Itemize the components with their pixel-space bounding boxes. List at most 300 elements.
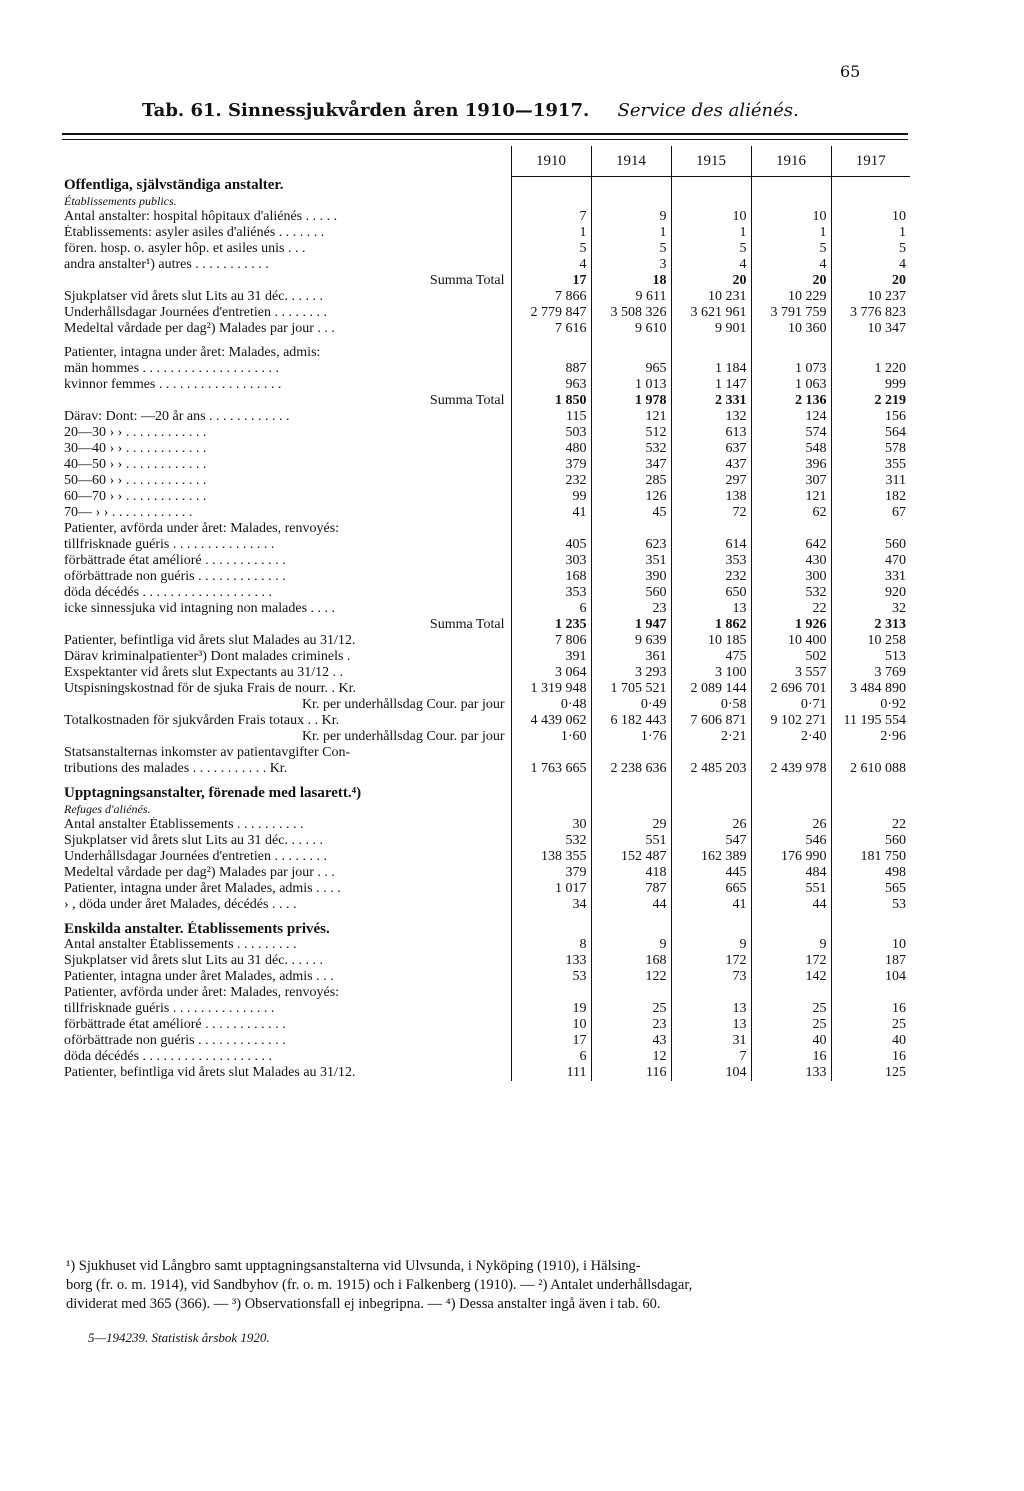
row-label: Summa Total [429, 392, 505, 408]
value-cell: 405 [511, 537, 591, 553]
value-cell: 12 [591, 1049, 671, 1065]
row-label: döda décédés . . . . . . . . . . . . . . . . . . . [64, 584, 273, 600]
value-cell: 513 [831, 649, 910, 665]
table-row [64, 1017, 910, 1033]
value-cell [591, 801, 671, 817]
value-cell: 2·21 [671, 729, 751, 745]
value-cell [751, 193, 831, 209]
row-label: döda décédés . . . . . . . . . . . . . . . . . . . [64, 1048, 273, 1064]
value-cell [751, 921, 831, 937]
value-cell: 10 231 [671, 289, 751, 305]
value-cell: 7 [671, 1049, 751, 1065]
total-row [64, 617, 910, 633]
value-cell [831, 521, 910, 537]
row-label: Utspisningskostnad för de sjuka Frais de nourr. . Kr. [64, 680, 357, 696]
value-cell: 578 [831, 441, 910, 457]
value-cell: 4 [831, 257, 910, 273]
value-cell: 8 [511, 937, 591, 953]
table-row [64, 241, 910, 257]
value-cell: 13 [671, 1017, 751, 1033]
value-cell: 787 [591, 881, 671, 897]
value-cell: 475 [671, 649, 751, 665]
value-cell: 31 [671, 1033, 751, 1049]
value-cell: 43 [591, 1033, 671, 1049]
label-header [64, 146, 511, 177]
row-label: förbättrade état amélioré . . . . . . . . . . . . [64, 552, 286, 568]
value-cell: 0·92 [831, 697, 910, 713]
printer-note: 5—194239. Statistisk årsbok 1920. [88, 1330, 270, 1345]
value-cell: 53 [831, 897, 910, 913]
value-cell: 111 [511, 1065, 591, 1081]
table-row [64, 289, 910, 305]
value-cell [831, 345, 910, 361]
value-cell: 40 [831, 1033, 910, 1049]
value-cell: 168 [511, 569, 591, 585]
value-cell [671, 785, 751, 801]
row-label: tillfrisknade guéris . . . . . . . . . . . . . . . [64, 536, 275, 552]
value-cell: 503 [511, 425, 591, 441]
value-cell: 232 [671, 569, 751, 585]
value-cell: 10 347 [831, 321, 910, 337]
section-heading-row [64, 177, 910, 193]
section-heading-row [64, 921, 910, 937]
value-cell: 133 [751, 1065, 831, 1081]
value-cell: 121 [591, 409, 671, 425]
row-label: Statsanstalternas inkomster av patientavgifter Con- [64, 744, 351, 760]
value-cell: 7 806 [511, 633, 591, 649]
value-cell: 4 [671, 257, 751, 273]
value-cell: 498 [831, 865, 910, 881]
value-cell: 614 [671, 537, 751, 553]
value-cell: 285 [591, 473, 671, 489]
row-label: Sjukplatser vid årets slut Lits au 31 déc. . . . . . [64, 832, 323, 848]
row-label: Underhållsdagar Journées d'entretien . . . . . . . . [64, 304, 327, 320]
year-header: 1910 [511, 146, 591, 177]
value-cell: 547 [671, 833, 751, 849]
value-cell [671, 177, 751, 193]
top-rule-thin [62, 139, 908, 140]
row-label: Patienter, avförda under året: Malades, renvoyés: [64, 984, 340, 1000]
value-cell: 1·76 [591, 729, 671, 745]
value-cell: 613 [671, 425, 751, 441]
value-cell: 564 [831, 425, 910, 441]
value-cell: 484 [751, 865, 831, 881]
row-label: tillfrisknade guéris . . . . . . . . . . . . . . . [64, 1000, 275, 1016]
value-cell [591, 177, 671, 193]
value-cell: 7 866 [511, 289, 591, 305]
spacer-cell [751, 337, 831, 345]
table-row [64, 1033, 910, 1049]
value-cell: 23 [591, 601, 671, 617]
table-row [64, 849, 910, 865]
statistics-table [64, 146, 910, 1081]
value-cell: 637 [671, 441, 751, 457]
value-cell: 6 [511, 601, 591, 617]
value-cell: 1 926 [751, 617, 831, 633]
row-label: förbättrade état amélioré . . . . . . . . . . . . [64, 1016, 286, 1032]
value-cell: 142 [751, 969, 831, 985]
value-cell: 565 [831, 881, 910, 897]
value-cell: 122 [591, 969, 671, 985]
value-cell: 623 [591, 537, 671, 553]
value-cell: 0·49 [591, 697, 671, 713]
row-label: fören. hosp. o. asyler hôp. et asiles unis . . . [64, 240, 306, 256]
spacer-row [64, 777, 910, 785]
spacer-cell [64, 337, 511, 345]
value-cell: 62 [751, 505, 831, 521]
value-cell: 379 [511, 457, 591, 473]
value-cell: 2 485 203 [671, 761, 751, 777]
value-cell: 1 319 948 [511, 681, 591, 697]
row-label: Patienter, avförda under året: Malades, renvoyés: [64, 520, 340, 536]
value-cell: 4 [511, 257, 591, 273]
row-label: Därav kriminalpatienter³) Dont malades criminels . [64, 648, 351, 664]
value-cell: 2 089 144 [671, 681, 751, 697]
value-cell: 3 557 [751, 665, 831, 681]
year-header: 1917 [831, 146, 910, 177]
value-cell: 353 [671, 553, 751, 569]
section-heading-row [64, 785, 910, 801]
value-cell [511, 193, 591, 209]
value-cell: 2 610 088 [831, 761, 910, 777]
value-cell: 16 [751, 1049, 831, 1065]
value-cell: 7 616 [511, 321, 591, 337]
value-cell: 1 978 [591, 393, 671, 409]
row-label: 60—70 › › . . . . . . . . . . . . [64, 488, 207, 504]
value-cell: 187 [831, 953, 910, 969]
value-cell: 437 [671, 457, 751, 473]
value-cell: 2 238 636 [591, 761, 671, 777]
section-subheading-row [64, 801, 910, 817]
value-cell: 25 [591, 1001, 671, 1017]
table-row [64, 361, 910, 377]
value-cell: 331 [831, 569, 910, 585]
value-cell: 25 [751, 1001, 831, 1017]
row-label: Enskilda anstalter. Établissements privés. [64, 920, 330, 937]
value-cell: 1 073 [751, 361, 831, 377]
table-row [64, 425, 910, 441]
row-label: Antal anstalter Établissements . . . . . . . . . . [64, 816, 304, 832]
row-label: andra anstalter¹) autres . . . . . . . . . . . [64, 256, 269, 272]
value-cell: 560 [591, 585, 671, 601]
value-cell [591, 921, 671, 937]
value-cell [671, 921, 751, 937]
row-label: 50—60 › › . . . . . . . . . . . . [64, 472, 207, 488]
spacer-cell [591, 913, 671, 921]
value-cell: 1 184 [671, 361, 751, 377]
table-title [142, 100, 799, 121]
value-cell: 23 [591, 1017, 671, 1033]
value-cell: 3 776 823 [831, 305, 910, 321]
value-cell: 665 [671, 881, 751, 897]
table-row [64, 713, 910, 729]
spacer-cell [671, 913, 751, 921]
value-cell: 17 [511, 273, 591, 289]
table-row [64, 321, 910, 337]
value-cell: 41 [511, 505, 591, 521]
value-cell: 13 [671, 1001, 751, 1017]
table-body [64, 177, 910, 1081]
value-cell: 353 [511, 585, 591, 601]
row-label: Kr. per underhållsdag Cour. par jour [301, 728, 505, 744]
value-cell: 1·60 [511, 729, 591, 745]
value-cell: 25 [751, 1017, 831, 1033]
value-cell: 2 136 [751, 393, 831, 409]
value-cell [671, 745, 751, 761]
row-label: Medeltal vårdade per dag²) Malades par jour . . . [64, 864, 335, 880]
value-cell [591, 345, 671, 361]
row-label: icke sinnessjuka vid intagning non malades . . . . [64, 600, 336, 616]
value-cell: 16 [831, 1049, 910, 1065]
value-cell: 6 182 443 [591, 713, 671, 729]
value-cell: 11 195 554 [831, 713, 910, 729]
table-row [64, 489, 910, 505]
value-cell: 18 [591, 273, 671, 289]
value-cell: 2 439 978 [751, 761, 831, 777]
value-cell: 1 947 [591, 617, 671, 633]
value-cell [511, 177, 591, 193]
value-cell [751, 177, 831, 193]
value-cell: 5 [511, 241, 591, 257]
value-cell: 126 [591, 489, 671, 505]
value-cell: 1 235 [511, 617, 591, 633]
value-cell [671, 345, 751, 361]
row-label: 30—40 › › . . . . . . . . . . . . [64, 440, 207, 456]
value-cell: 26 [671, 817, 751, 833]
value-cell: 172 [751, 953, 831, 969]
value-cell [751, 785, 831, 801]
value-cell: 73 [671, 969, 751, 985]
table-title-main: Tab. 61. Sinnessjukvården åren 1910—1917. [142, 100, 590, 121]
table-row [64, 457, 910, 473]
spacer-cell [831, 913, 910, 921]
table-row [64, 1001, 910, 1017]
row-label: Sjukplatser vid årets slut Lits au 31 déc. . . . . . [64, 288, 323, 304]
value-cell: 3 064 [511, 665, 591, 681]
value-cell: 445 [671, 865, 751, 881]
value-cell: 418 [591, 865, 671, 881]
value-cell: 72 [671, 505, 751, 521]
row-label: kvinnor femmes . . . . . . . . . . . . . . . . . . [64, 376, 282, 392]
value-cell [671, 985, 751, 1001]
value-cell: 0·58 [671, 697, 751, 713]
value-cell: 10 185 [671, 633, 751, 649]
value-cell: 1 147 [671, 377, 751, 393]
value-cell: 470 [831, 553, 910, 569]
spacer-row [64, 337, 910, 345]
value-cell [671, 801, 751, 817]
footnotes [66, 1257, 916, 1314]
value-cell: 20 [671, 273, 751, 289]
table-row [64, 521, 910, 537]
value-cell: 22 [831, 817, 910, 833]
value-cell [591, 785, 671, 801]
value-cell: 9 610 [591, 321, 671, 337]
value-cell: 347 [591, 457, 671, 473]
table-row [64, 553, 910, 569]
value-cell: 2 313 [831, 617, 910, 633]
value-cell: 2 779 847 [511, 305, 591, 321]
value-cell: 379 [511, 865, 591, 881]
value-cell: 1 017 [511, 881, 591, 897]
value-cell: 1 [751, 225, 831, 241]
value-cell [671, 193, 751, 209]
table-row [64, 953, 910, 969]
spacer-row [64, 913, 910, 921]
value-cell: 887 [511, 361, 591, 377]
top-rule [62, 133, 908, 135]
value-cell: 574 [751, 425, 831, 441]
value-cell: 172 [671, 953, 751, 969]
value-cell: 3 791 759 [751, 305, 831, 321]
value-cell: 560 [831, 833, 910, 849]
value-cell: 3 293 [591, 665, 671, 681]
value-cell: 9 [751, 937, 831, 953]
value-cell: 10 229 [751, 289, 831, 305]
value-cell: 1 705 521 [591, 681, 671, 697]
section-subheading-row [64, 193, 910, 209]
total-row [64, 273, 910, 289]
value-cell: 351 [591, 553, 671, 569]
value-cell: 121 [751, 489, 831, 505]
value-cell: 512 [591, 425, 671, 441]
row-label: Totalkostnaden för sjukvården Frais totaux . . Kr. [64, 712, 340, 728]
value-cell [751, 345, 831, 361]
row-label: Patienter, intagna under året Malades, admis . . . [64, 968, 334, 984]
value-cell: 532 [751, 585, 831, 601]
spacer-cell [511, 913, 591, 921]
row-label: Antal anstalter Établissements . . . . . . . . . [64, 936, 297, 952]
table-row [64, 937, 910, 953]
value-cell: 642 [751, 537, 831, 553]
row-label: Patienter, befintliga vid årets slut Malades au 31/12. [64, 1064, 356, 1080]
value-cell: 10 [751, 209, 831, 225]
table-row [64, 505, 910, 521]
table-row [64, 585, 910, 601]
row-label: oförbättrade non guéris . . . . . . . . . . . . . [64, 1032, 286, 1048]
value-cell: 999 [831, 377, 910, 393]
value-cell [511, 801, 591, 817]
value-cell: 20 [831, 273, 910, 289]
value-cell: 34 [511, 897, 591, 913]
value-cell [511, 521, 591, 537]
value-cell [831, 921, 910, 937]
value-cell: 152 487 [591, 849, 671, 865]
value-cell: 4 439 062 [511, 713, 591, 729]
value-cell [511, 345, 591, 361]
value-cell: 10 [671, 209, 751, 225]
spacer-cell [591, 777, 671, 785]
value-cell: 3 484 890 [831, 681, 910, 697]
table-row [64, 377, 910, 393]
value-cell: 20 [751, 273, 831, 289]
value-cell: 156 [831, 409, 910, 425]
value-cell: 391 [511, 649, 591, 665]
value-cell: 104 [671, 1065, 751, 1081]
value-cell: 124 [751, 409, 831, 425]
spacer-cell [671, 777, 751, 785]
row-label: Därav: Dont: —20 år ans . . . . . . . . . . . . [64, 408, 290, 424]
table-row [64, 817, 910, 833]
value-cell: 53 [511, 969, 591, 985]
value-cell: 162 389 [671, 849, 751, 865]
value-cell: 2·40 [751, 729, 831, 745]
value-cell: 9 [591, 937, 671, 953]
value-cell [511, 985, 591, 1001]
table-row [64, 345, 910, 361]
value-cell: 181 750 [831, 849, 910, 865]
row-label: Exspektanter vid årets slut Expectants au 31/12 . . [64, 664, 344, 680]
table-row [64, 1049, 910, 1065]
table-row [64, 761, 910, 777]
value-cell: 17 [511, 1033, 591, 1049]
value-cell: 2 331 [671, 393, 751, 409]
value-cell: 10 360 [751, 321, 831, 337]
row-label: Summa Total [429, 616, 505, 632]
value-cell: 9 901 [671, 321, 751, 337]
value-cell: 1 763 665 [511, 761, 591, 777]
value-cell: 22 [751, 601, 831, 617]
spacer-cell [831, 777, 910, 785]
value-cell [671, 521, 751, 537]
value-cell: 1 [671, 225, 751, 241]
spacer-cell [671, 337, 751, 345]
row-label: Offentliga, självständiga anstalter. [64, 176, 284, 193]
value-cell: 104 [831, 969, 910, 985]
spacer-cell [751, 913, 831, 921]
table-row [64, 665, 910, 681]
value-cell: 138 355 [511, 849, 591, 865]
table-row [64, 209, 910, 225]
value-cell: 0·71 [751, 697, 831, 713]
value-cell: 7 [511, 209, 591, 225]
row-label: Summa Total [429, 272, 505, 288]
spacer-cell [511, 337, 591, 345]
table-row [64, 257, 910, 273]
row-label: Établissements publics. [64, 193, 177, 208]
value-cell: 5 [751, 241, 831, 257]
table-row [64, 225, 910, 241]
row-label: oförbättrade non guéris . . . . . . . . . . . . . [64, 568, 286, 584]
value-cell: 232 [511, 473, 591, 489]
value-cell [751, 521, 831, 537]
value-cell: 1 220 [831, 361, 910, 377]
table-row [64, 833, 910, 849]
value-cell: 10 [511, 1017, 591, 1033]
spacer-cell [751, 777, 831, 785]
row-label: Patienter, befintliga vid årets slut Malades au 31/12. [64, 632, 356, 648]
row-label: › , döda under året Malades, décédés . . . . [64, 896, 297, 912]
value-cell: 9 611 [591, 289, 671, 305]
value-cell: 9 639 [591, 633, 671, 649]
value-cell: 0·48 [511, 697, 591, 713]
table-row [64, 729, 910, 745]
table-row [64, 569, 910, 585]
value-cell: 5 [831, 241, 910, 257]
value-cell: 2·96 [831, 729, 910, 745]
row-label: Patienter, intagna under året: Malades, admis: [64, 344, 321, 360]
value-cell: 5 [591, 241, 671, 257]
value-cell: 45 [591, 505, 671, 521]
year-header: 1916 [751, 146, 831, 177]
row-label: 40—50 › › . . . . . . . . . . . . [64, 456, 207, 472]
table-row [64, 441, 910, 457]
table-row [64, 969, 910, 985]
value-cell [511, 921, 591, 937]
table-row [64, 865, 910, 881]
value-cell: 548 [751, 441, 831, 457]
table-row [64, 537, 910, 553]
